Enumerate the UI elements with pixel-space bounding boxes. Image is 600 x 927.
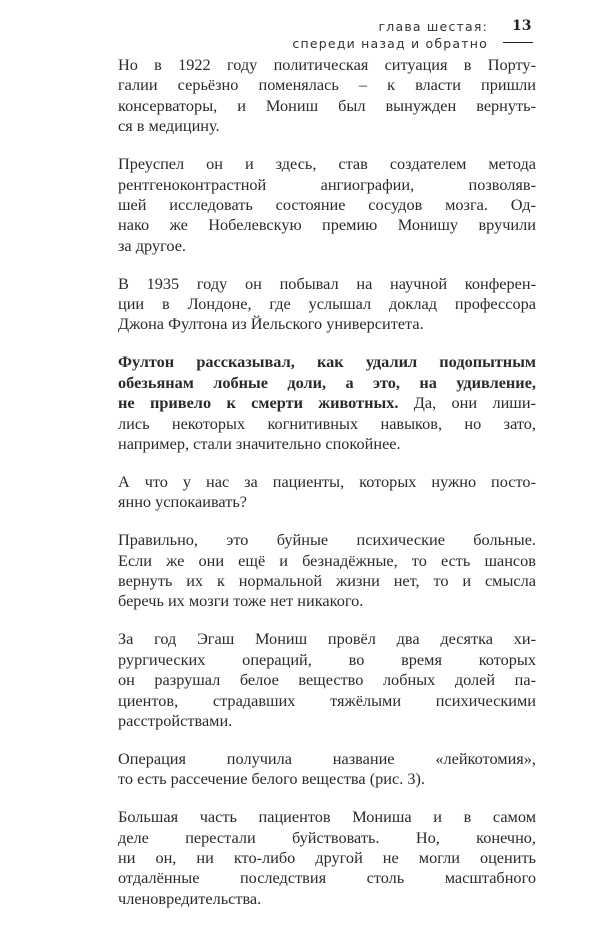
text-line: Операция получила название «лейкотомия», <box>118 748 536 768</box>
text-line: За год Эгаш Мониш провёл два десятка хи- <box>118 629 536 649</box>
text-line: вернуть их к нормальной жизни нет, то и смысла <box>118 571 536 591</box>
text-line: лись некоторых когнитивных навыков, но зато, <box>118 413 536 433</box>
text-line: шей исследовать состояние сосудов мозга. Од- <box>118 194 536 214</box>
running-head <box>292 18 488 52</box>
text-line: рургических операций, во время которых <box>118 649 536 669</box>
paragraph-5 <box>118 472 536 513</box>
text-line: Преуспел он и здесь, став создателем метода <box>118 154 536 174</box>
paragraph-7 <box>118 629 536 731</box>
text-line: Джона Фултона из Йельского университета. <box>118 314 424 334</box>
text-line: янно успокаивать? <box>118 492 247 512</box>
text-line: членовредительства. <box>118 888 262 908</box>
text-line: то есть рассечение белого вещества (рис. 3). <box>118 769 425 789</box>
paragraph-9 <box>118 807 536 909</box>
text-line: деле перестали буйствовать. Но, конечно, <box>118 827 536 847</box>
paragraph-4 <box>118 352 536 454</box>
text-fragment: Да, они лиши- <box>398 393 536 413</box>
text-line: галии серьёзно поменялась – к власти пришли <box>118 75 536 95</box>
text-line: консерваторы, и Мониш был вынужден вернуть- <box>118 95 536 115</box>
bold-text-line: обезьянам лобные доли, а это, на удивление, <box>118 372 536 392</box>
text-line: за другое. <box>118 235 186 255</box>
text-line: ции в Лондоне, где услышал доклад профессора <box>118 294 536 314</box>
text-line: отдалённые последствия столь масштабного <box>118 868 536 888</box>
text-line: ся в медицину. <box>118 116 220 136</box>
mixed-text-line <box>118 393 536 413</box>
chapter-label: глава шестая: <box>378 19 488 34</box>
text-line: А что у нас за пациенты, которых нужно посто- <box>118 471 536 491</box>
text-line: циентов, страдавших тяжёлыми психическими <box>118 690 536 710</box>
chapter-title: спереди назад и обратно <box>292 36 488 51</box>
bold-text-line: Фултон рассказывал, как удалил подопытным <box>118 352 536 372</box>
text-line: расстройствами. <box>118 710 233 730</box>
text-line: Большая часть пациентов Мониша и в самом <box>118 807 536 827</box>
text-line: например, стали значительно спокойнее. <box>118 434 401 453</box>
text-line: ни он, ни кто-либо другой не могли оценить <box>118 848 536 867</box>
page-number-rule <box>503 42 533 43</box>
text-line: В 1935 году он побывал на научной конферен- <box>118 273 536 293</box>
text-line: рентгеноконтрастной ангиографии, позволяв- <box>118 174 536 194</box>
page-number: 13 <box>512 18 532 34</box>
text-line: Но в 1922 году политическая ситуация в Порту- <box>118 55 536 74</box>
text-line: Правильно, это буйные психические больные. <box>118 530 536 550</box>
text-line: Если же они ещё и безнадёжные, то есть шансов <box>118 550 536 570</box>
paragraph-6 <box>118 530 536 612</box>
paragraph-2 <box>118 154 536 256</box>
bold-text-fragment: не привело к смерти животных. <box>118 393 399 413</box>
paragraph-8 <box>118 749 536 790</box>
body-text <box>118 55 536 927</box>
paragraph-1 <box>118 55 536 137</box>
paragraph-3 <box>118 274 536 335</box>
text-line: нако же Нобелевскую премию Монишу вручили <box>118 215 536 235</box>
text-line: он разрушал белое вещество лобных долей па- <box>118 670 536 690</box>
text-line: беречь их мозги тоже нет никакого. <box>118 591 364 611</box>
